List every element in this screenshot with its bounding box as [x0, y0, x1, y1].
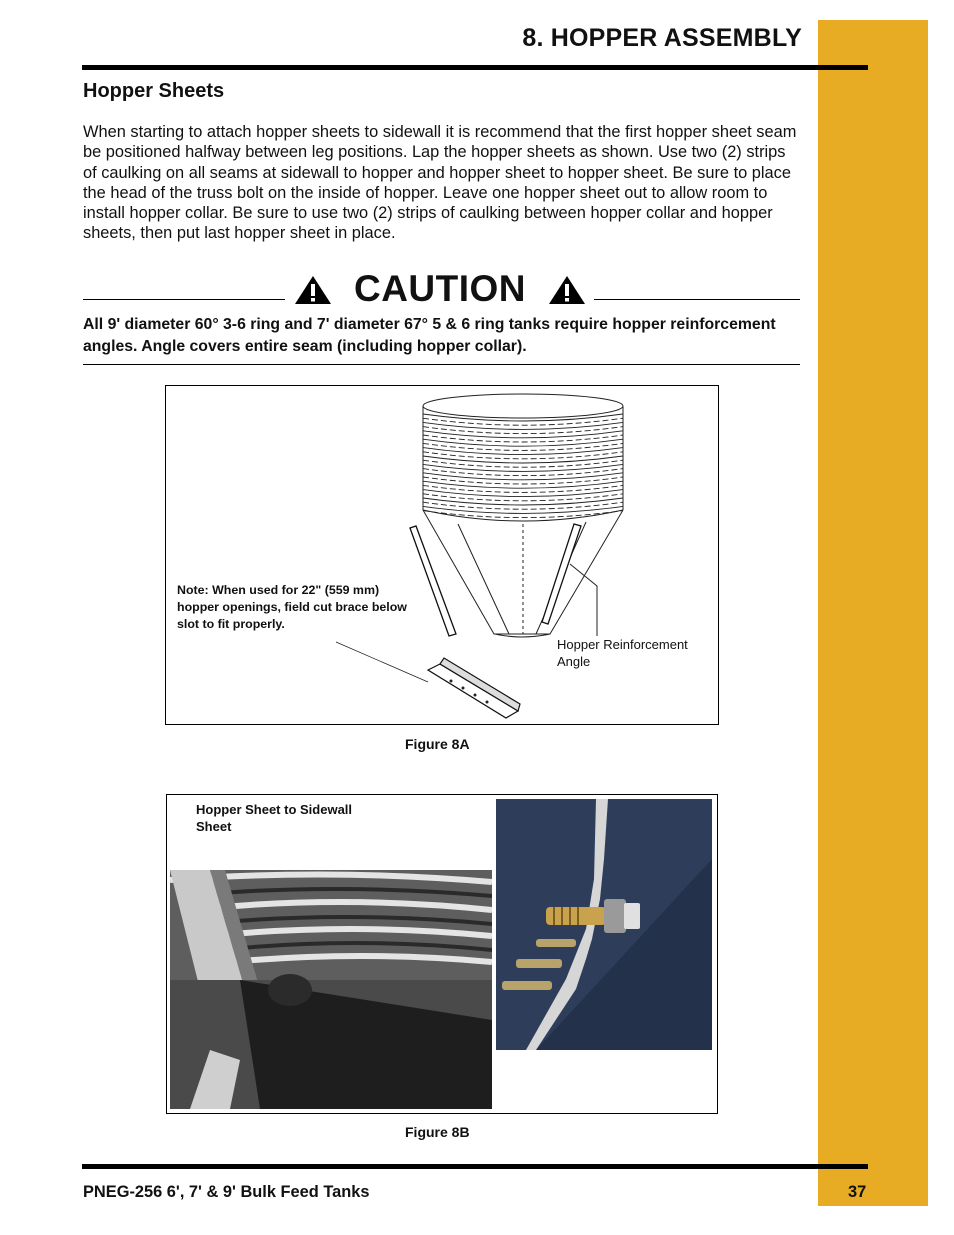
figure-8b	[166, 794, 718, 1114]
figure-8b-caption: Figure 8B	[405, 1124, 470, 1140]
section-heading: Hopper Sheets	[83, 80, 225, 102]
hopper-interior-photo	[170, 870, 492, 1109]
reinforcement-angle-callout: Hopper Reinforcement Angle	[557, 637, 688, 669]
figure-8a-caption: Figure 8A	[405, 736, 470, 752]
figure-note: Note: When used for 22" (559 mm) hopper openings, field cut brace below slot to fit properly.	[177, 583, 407, 631]
page-number: 37	[848, 1183, 867, 1201]
header-rule	[82, 65, 868, 70]
hopper-diagram	[166, 386, 719, 725]
chapter-side-tab	[818, 20, 928, 1206]
caution-title: CAUTION	[353, 268, 527, 309]
warning-triangle-icon	[294, 275, 332, 305]
footer-document-title: PNEG-256 6', 7' & 9' Bulk Feed Tanks	[83, 1183, 370, 1201]
section-title: 8. HOPPER ASSEMBLY	[522, 24, 802, 52]
warning-triangle-icon	[548, 275, 586, 305]
instruction-paragraph: When starting to attach hopper sheets to sidewall it is recommend that the first hopper sheet seam be positioned halfway between leg positions. Lap the hopper sheets as shown. Use two (2) strips of caulking on all seams at sidewall to hopper and hopper sheet to hopper sheet. Be sure to place the head of the truss bolt on the inside of hopper. Leave one hopper sheet out to allow room to install hopper collar. Be sure to use two (2) strips of caulking between hopper collar and hopper sheets, then put last hopper sheet in place.	[83, 123, 797, 243]
caution-bottom-rule	[83, 364, 800, 365]
truss-bolt-photo	[496, 799, 712, 1050]
footer-rule	[82, 1164, 868, 1169]
photo-label: Hopper Sheet to Sidewall Sheet	[196, 802, 353, 834]
caution-rule-left	[83, 299, 285, 300]
caution-rule-right	[594, 299, 800, 300]
figure-8a	[165, 385, 719, 725]
caution-text: All 9' diameter 60° 3-6 ring and 7' diameter 67° 5 & 6 ring tanks require hopper reinforcement angles. Angle covers entire seam (including hopper collar).	[83, 316, 776, 355]
